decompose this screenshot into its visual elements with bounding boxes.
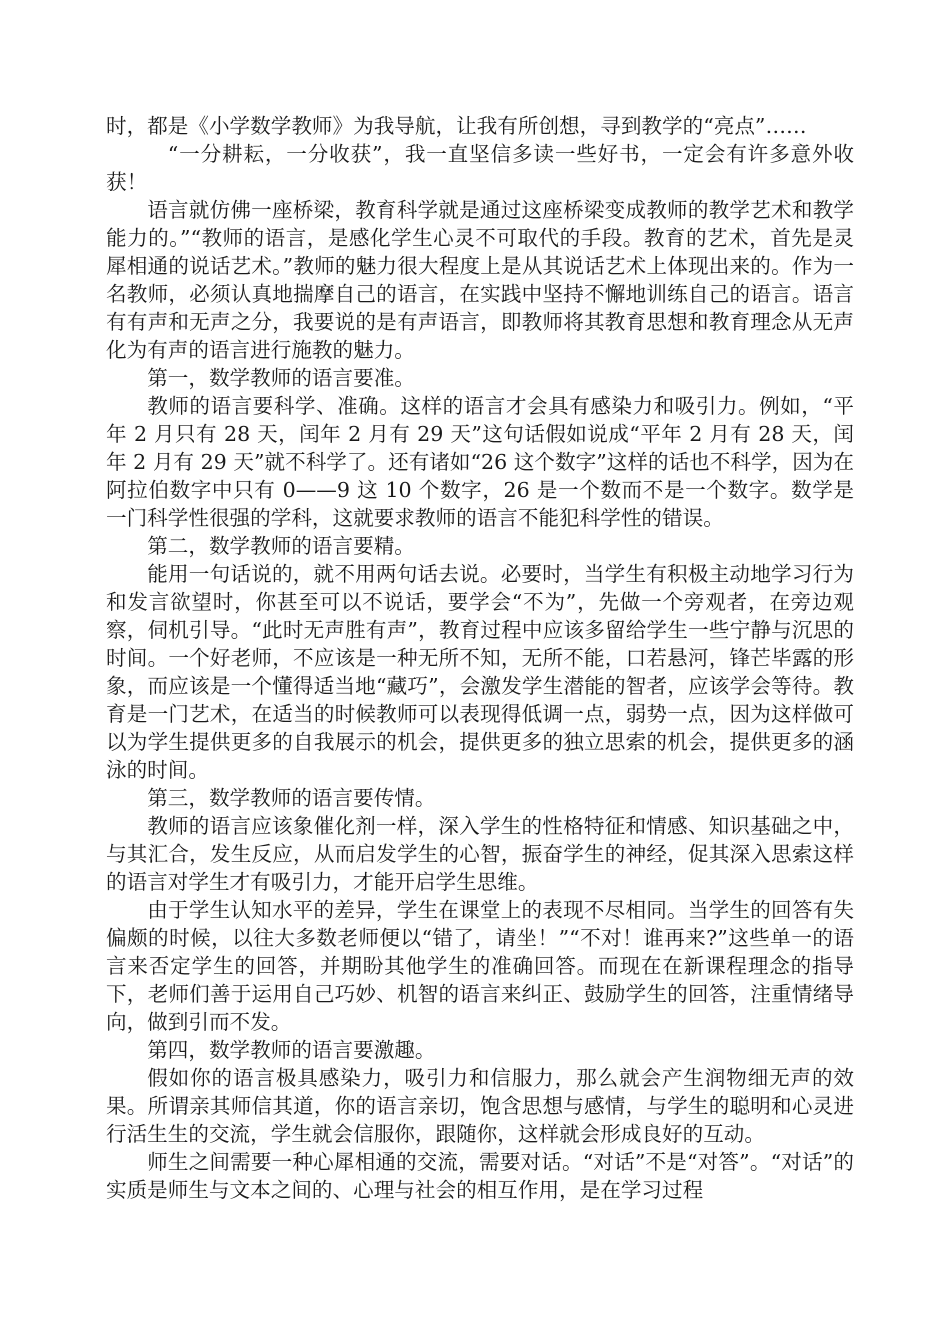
paragraph-body: 语言就仿佛一座桥梁，教育科学就是通过这座桥梁变成教师的教学艺术和教学能力的。”“教师的语言，是感化学生心灵不可取代的手段。教育的艺术，首先是灵犀相通的说话艺术。”教师的魅力很大程度上是从其说话艺术上体现出来的。作为一名教师，必须认真地揣摩自己的语言，在实践中坚持不懈地训练自己的语言。语言有有声和无声之分，我要说的是有声语言，即教师将其教育思想和教育理念从无声化为有声的语言进行施教的魅力。 <box>106 198 854 362</box>
section-heading-1: 第一，数学教师的语言要准。 <box>147 366 415 390</box>
paragraph-body: 由于学生认知水平的差异，学生在课堂上的表现不尽相同。当学生的回答有失偏颇的时候，以往大多数老师便以“错了，请坐！”“不对！谁再来?”这些单一的语言来否定学生的回答，并期盼其他学生的准确回答。而现在在新课程理念的指导下，老师们善于运用自己巧妙、机智的语言来纠正、鼓励学生的回答，注重情绪导向，做到引而不发。 <box>106 898 854 1034</box>
document-page <box>106 112 854 1204</box>
paragraph-continuation: 时，都是《小学数学教师》为我导航，让我有所创想，寻到教学的“亮点”…… <box>106 114 807 138</box>
paragraph-body: 教师的语言要科学、准确。这样的语言才会具有感染力和吸引力。例如，“平年 2 月只有 28 天，闰年 2 月有 29 天”这句话假如说成“平年 2 月有 28 天，闰年 2 月有 29 天”就不科学了。还有诸如“26 这个数字”这样的话也不科学，因为在阿拉伯数字中只有 0——9 这 10 个数字，26 是一个数而不是一个数字。数学是一门科学性很强的学科，这就要求教师的语言不能犯科学性的错误。 <box>106 394 854 530</box>
paragraph-body: 师生之间需要一种心犀相通的交流，需要对话。“对话”不是“对答”。“对话”的实质是师生与文本之间的、心理与社会的相互作用，是在学习过程 <box>106 1150 854 1202</box>
paragraph-quote: “一分耕耘，一分收获”，我一直坚信多读一些好书，一定会有许多意外收获！ <box>106 142 854 194</box>
paragraph-body: 假如你的语言极具感染力，吸引力和信服力，那么就会产生润物细无声的效果。所谓亲其师信其道，你的语言亲切，饱含思想与感情，与学生的聪明和心灵进行活生生的交流，学生就会信服你，跟随你，这样就会形成良好的互动。 <box>106 1066 854 1146</box>
paragraph-body: 能用一句话说的，就不用两句话去说。必要时，当学生有积极主动地学习行为和发言欲望时，你甚至可以不说话，要学会“不为”，先做一个旁观者，在旁边观察，伺机引导。“此时无声胜有声”，教育过程中应该多留给学生一些宁静与沉思的时间。一个好老师，不应该是一种无所不知，无所不能，口若悬河，锋芒毕露的形象，而应该是一个懂得适当地“藏巧”，会激发学生潜能的智者，应该学会等待。教育是一门艺术，在适当的时候教师可以表现得低调一点，弱势一点，因为这样做可以为学生提供更多的自我展示的机会，提供更多的独立思索的机会，提供更多的涵泳的时间。 <box>106 562 854 782</box>
section-heading-3: 第三，数学教师的语言要传情。 <box>147 786 436 810</box>
paragraph-body: 教师的语言应该象催化剂一样，深入学生的性格特征和情感、知识基础之中，与其汇合，发生反应，从而启发学生的心智，振奋学生的神经，促其深入思索这样的语言对学生才有吸引力，才能开启学生思维。 <box>106 814 854 894</box>
section-heading-2: 第二，数学教师的语言要精。 <box>147 534 415 558</box>
section-heading-4: 第四，数学教师的语言要激趣。 <box>147 1038 436 1062</box>
